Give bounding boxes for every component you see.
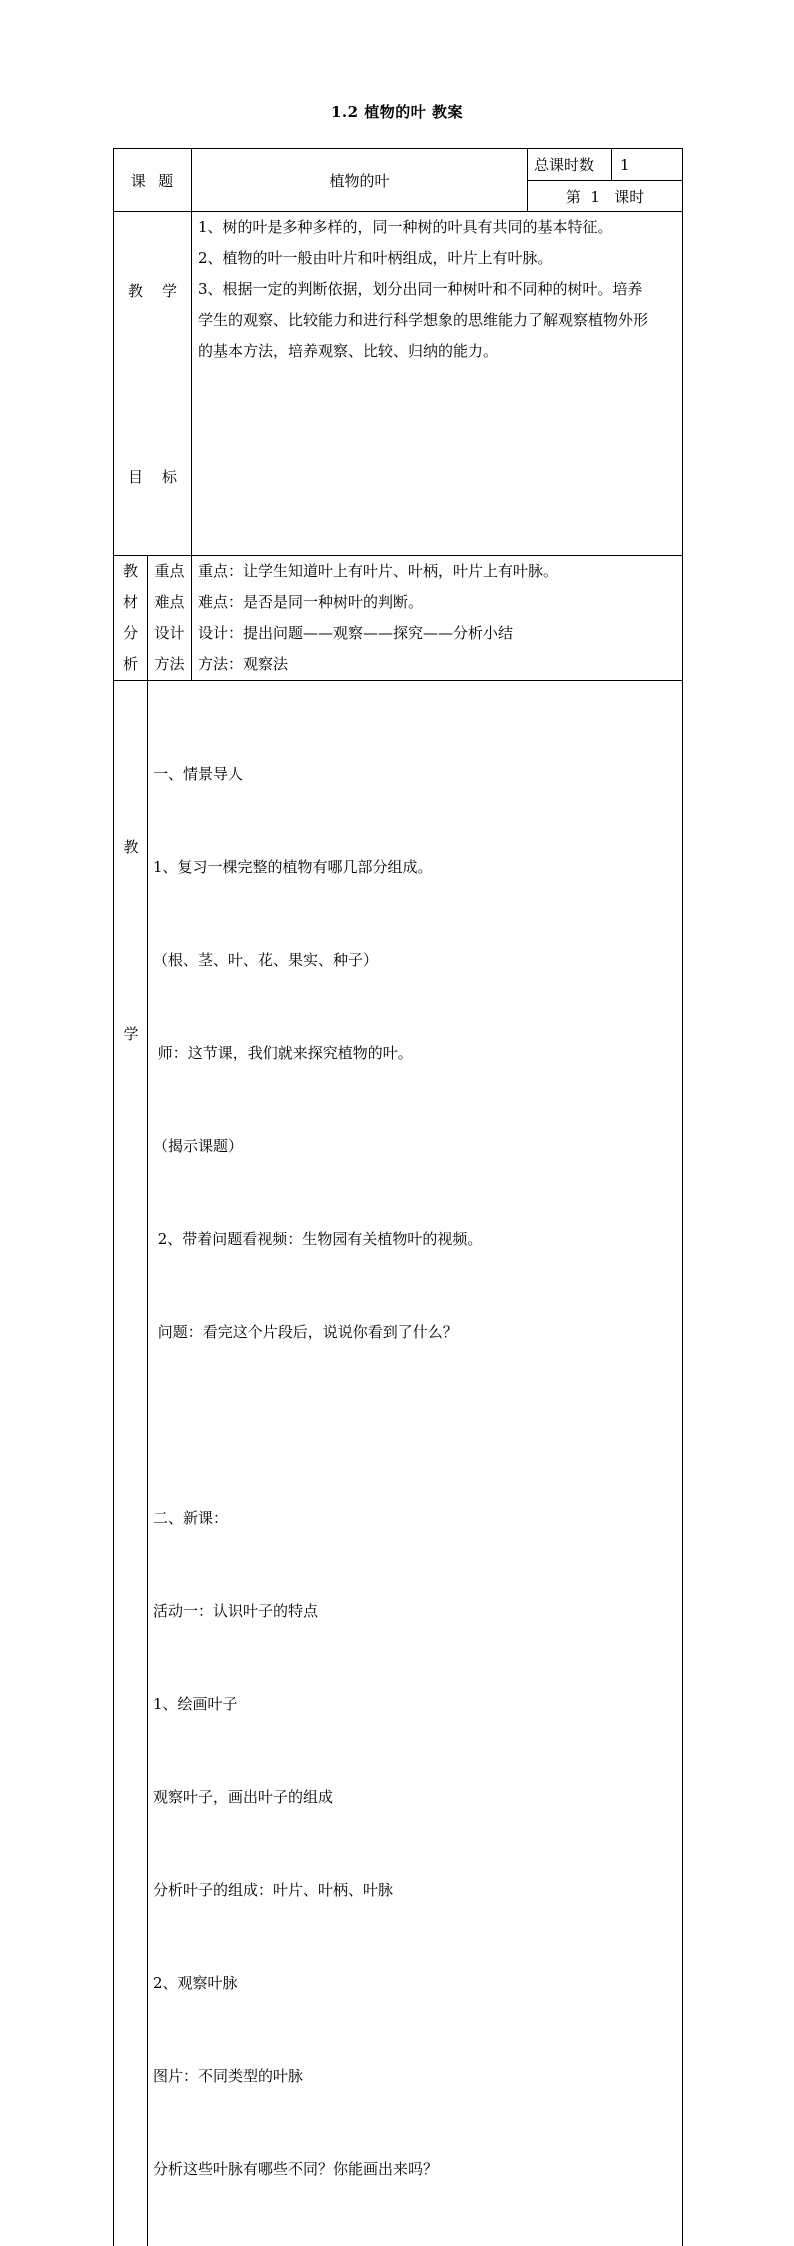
hours-value-cell (612, 149, 683, 181)
teaching-line: 1、复习一棵完整的植物有哪几部分组成。 (153, 852, 682, 883)
document-title: 1.2 植物的叶 教案 (0, 101, 794, 122)
teaching-line: 观察叶子，画出叶子的组成 (153, 1782, 682, 1813)
hours-value: 1 (620, 156, 630, 174)
hours-label: 总课时数 (534, 156, 594, 174)
teaching-line: 分析这些叶脉有哪些不同？你能画出来吗？ (153, 2154, 682, 2185)
analysis-label-char: 析 (114, 649, 147, 680)
objective-line: 2、植物的叶一般由叶片和叶柄组成，叶片上有叶脉。 (198, 243, 682, 274)
teaching-line: （揭示课题） (153, 1131, 682, 1162)
teaching-line: 二、新课： (153, 1503, 682, 1534)
analysis-label-cell (114, 556, 148, 681)
teaching-line: （根、茎、叶、花、果实、种子） (153, 945, 682, 976)
teaching-label-2: 学 (114, 1023, 148, 1044)
analysis-sublabel: 重点 (148, 556, 191, 587)
teaching-line: 图片：不同类型的叶脉 (153, 2061, 682, 2092)
analysis-sublabel-cell (148, 556, 192, 681)
teaching-line: 师：这节课，我们就来探究植物的叶。 (153, 1038, 682, 1069)
teaching-blank-line (153, 1410, 682, 1441)
teaching-label-1: 教 (114, 836, 148, 857)
teaching-line: 2、带着问题看视频：生物园有关植物叶的视频。 (153, 1224, 682, 1255)
period-cell (528, 181, 683, 212)
topic-label-cell (114, 149, 192, 212)
teaching-line: 问题：看完这个片段后，说说你看到了什么？ (153, 1317, 682, 1348)
objective-line: 3、根据一定的判断依据，划分出同一种树叶和不同种的树叶。培养 (198, 274, 682, 305)
analysis-label-char: 教 (114, 556, 147, 587)
analysis-line: 难点：是否是同一种树叶的判断。 (198, 587, 682, 618)
teaching-line: 2、观察叶脉 (153, 1968, 682, 1999)
objectives-label-cell (114, 212, 192, 556)
analysis-sublabel: 难点 (148, 587, 191, 618)
topic-label: 课 题 (131, 172, 175, 190)
analysis-line: 方法：观察法 (198, 649, 682, 680)
analysis-line: 设计：提出问题——观察——探究——分析小结 (198, 618, 682, 649)
objective-line: 学生的观察、比较能力和进行科学想象的思维能力了解观察植物外形 (198, 305, 682, 336)
teaching-label-cell (114, 681, 148, 2246)
period-text: 第 1 课时 (566, 188, 644, 206)
teaching-line: 1、绘画叶子 (153, 1689, 682, 1720)
analysis-line: 重点：让学生知道叶上有叶片、叶柄，叶片上有叶脉。 (198, 556, 682, 587)
objective-line: 1、树的叶是多种多样的，同一种树的叶具有共同的基本特征。 (198, 212, 682, 243)
teaching-line: 活动一：认识叶子的特点 (153, 1596, 682, 1627)
teaching-line: 分析叶子的组成：叶片、叶柄、叶脉 (153, 1875, 682, 1906)
analysis-content-cell (192, 556, 683, 681)
analysis-label-char: 分 (114, 618, 147, 649)
objectives-label-bottom: 目 标 (114, 462, 191, 493)
objective-line: 的基本方法，培养观察、比较、归纳的能力。 (198, 336, 682, 367)
objectives-content-cell (192, 212, 683, 556)
analysis-label-char: 材 (114, 587, 147, 618)
teaching-content-cell (148, 681, 683, 2246)
topic-name-cell (192, 149, 528, 212)
lesson-plan-table (113, 148, 683, 2246)
analysis-sublabel: 方法 (148, 649, 191, 680)
analysis-sublabel: 设计 (148, 618, 191, 649)
teaching-line: 一、情景导人 (153, 759, 682, 790)
objectives-label-top: 教 学 (114, 276, 191, 307)
hours-label-cell (528, 149, 612, 181)
topic-name: 植物的叶 (330, 172, 390, 190)
